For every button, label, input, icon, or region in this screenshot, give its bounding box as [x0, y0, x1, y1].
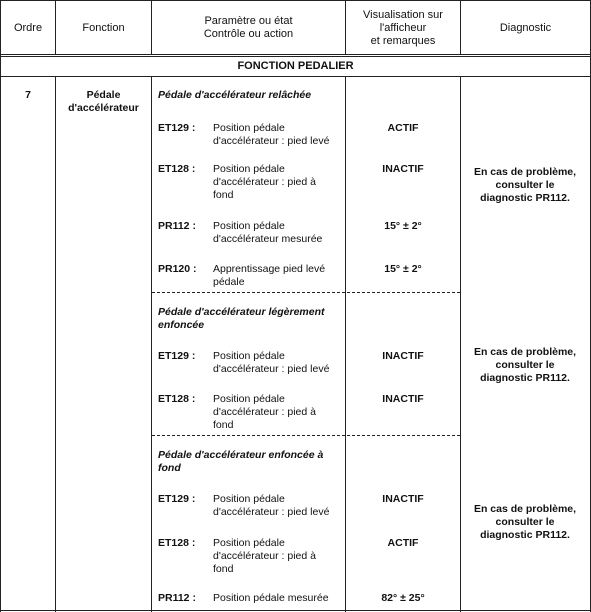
param-code: PR112 : [158, 592, 196, 604]
param-desc-line: Position pédale [213, 493, 285, 505]
header-bottom-rule [0, 54, 591, 55]
param-desc-line: Position pédale [213, 393, 285, 405]
col-rule-param-body [345, 76, 346, 612]
group-title-released [158, 89, 311, 102]
param-code: ET128 : [158, 163, 196, 175]
diagnostic-line: consulter le [495, 359, 555, 371]
param-desc-line: d'accélérateur : pied levé [213, 363, 330, 375]
param-desc-line: pédale [213, 276, 245, 288]
param-desc [213, 537, 316, 576]
param-desc [213, 350, 329, 376]
diagnostic-note [461, 503, 589, 542]
header-parametre-line-2: Contrôle ou action [203, 28, 294, 40]
param-desc-line: fond [213, 189, 234, 201]
group-title-line: enfoncée [158, 319, 205, 331]
table-top-border [0, 0, 591, 1]
diagnostic-line: diagnostic PR112. [480, 192, 570, 204]
param-desc [213, 122, 329, 148]
param-desc-line: d'accélérateur : pied levé [213, 135, 330, 147]
row-ordre: 7 [25, 89, 31, 101]
param-desc-line: d'accélérateur : pied à [213, 406, 316, 418]
diagnostic-line: consulter le [495, 179, 555, 191]
section-top-rule [0, 56, 591, 57]
param-desc-line: Position pédale [213, 122, 285, 134]
param-desc-line: d'accélérateur mesurée [213, 233, 323, 245]
group-title-line: Pédale d'accélérateur enfoncée à [158, 449, 324, 461]
param-value: ACTIF [387, 122, 419, 134]
diagnostic-line: diagnostic PR112. [480, 529, 570, 541]
param-desc [213, 592, 329, 605]
col-rule-ordre-body [55, 76, 56, 612]
header-ordre: Ordre [13, 22, 43, 34]
header-parametre [152, 15, 345, 41]
param-value: INACTIF [382, 493, 424, 505]
header-diagnostic: Diagnostic [499, 22, 552, 34]
param-desc-line: fond [213, 419, 234, 431]
param-desc [213, 393, 316, 432]
param-code: PR112 : [158, 220, 196, 232]
diagnostic-note [461, 166, 589, 205]
diagnostic-line: diagnostic PR112. [480, 372, 570, 384]
diagnostic-note [461, 346, 589, 385]
row-fonction-line-2: d'accélérateur [68, 102, 139, 114]
group-title-line: fond [158, 462, 181, 474]
group-title-slightly-pressed [158, 306, 325, 332]
param-desc-line: d'accélérateur : pied à [213, 550, 316, 562]
param-value: INACTIF [382, 163, 424, 175]
table-bottom-border [0, 610, 591, 611]
row-fonction-line-1: Pédale [86, 89, 121, 101]
param-desc-line: d'accélérateur : pied à [213, 176, 316, 188]
param-code: ET129 : [158, 122, 196, 134]
param-desc-line: Position pédale mesurée [213, 592, 329, 604]
header-visualisation [346, 9, 460, 48]
header-fonction: Fonction [82, 22, 125, 34]
group-separator-1 [152, 292, 460, 293]
row-fonction [56, 89, 151, 115]
param-value: 15° ± 2° [384, 220, 422, 232]
col-rule-fonction-body [151, 76, 152, 612]
header-parametre-line-1: Paramètre ou état [204, 15, 293, 27]
param-desc-line: Position pédale [213, 537, 285, 549]
param-code: ET128 : [158, 537, 196, 549]
param-desc [213, 263, 325, 289]
param-code: ET129 : [158, 350, 196, 362]
param-desc [213, 493, 329, 519]
param-desc-line: Position pédale [213, 163, 285, 175]
diagnostic-line: En cas de problème, [473, 166, 577, 178]
param-desc-line: Apprentissage pied levé [213, 263, 326, 275]
param-desc [213, 163, 316, 202]
param-value: 15° ± 2° [384, 263, 422, 275]
group-separator-2 [152, 435, 460, 436]
param-value: ACTIF [387, 537, 419, 549]
header-visualisation-line-1: Visualisation sur [363, 9, 443, 21]
group-title-line: Pédale d'accélérateur légèrement [158, 306, 325, 318]
section-bottom-rule [0, 76, 591, 77]
param-value: INACTIF [382, 350, 424, 362]
section-title: FONCTION PEDALIER [237, 60, 354, 72]
header-visualisation-line-2: l'afficheur [379, 22, 427, 34]
param-desc-line: d'accélérateur : pied levé [213, 506, 330, 518]
param-desc-line: fond [213, 563, 234, 575]
param-code: PR120 : [158, 263, 197, 275]
param-value: 82° ± 25° [381, 592, 425, 604]
param-code: ET128 : [158, 393, 196, 405]
param-value: INACTIF [382, 393, 424, 405]
diagnostic-line: consulter le [495, 516, 555, 528]
group-title-fully-pressed [158, 449, 323, 475]
header-visualisation-line-3: et remarques [370, 35, 436, 47]
param-desc-line: Position pédale [213, 220, 285, 232]
param-desc-line: Position pédale [213, 350, 285, 362]
group-title-line: Pédale d'accélérateur relâchée [158, 89, 312, 101]
diagnostic-line: En cas de problème, [473, 503, 577, 515]
param-code: ET129 : [158, 493, 196, 505]
param-desc [213, 220, 322, 246]
diagnostic-line: En cas de problème, [473, 346, 577, 358]
